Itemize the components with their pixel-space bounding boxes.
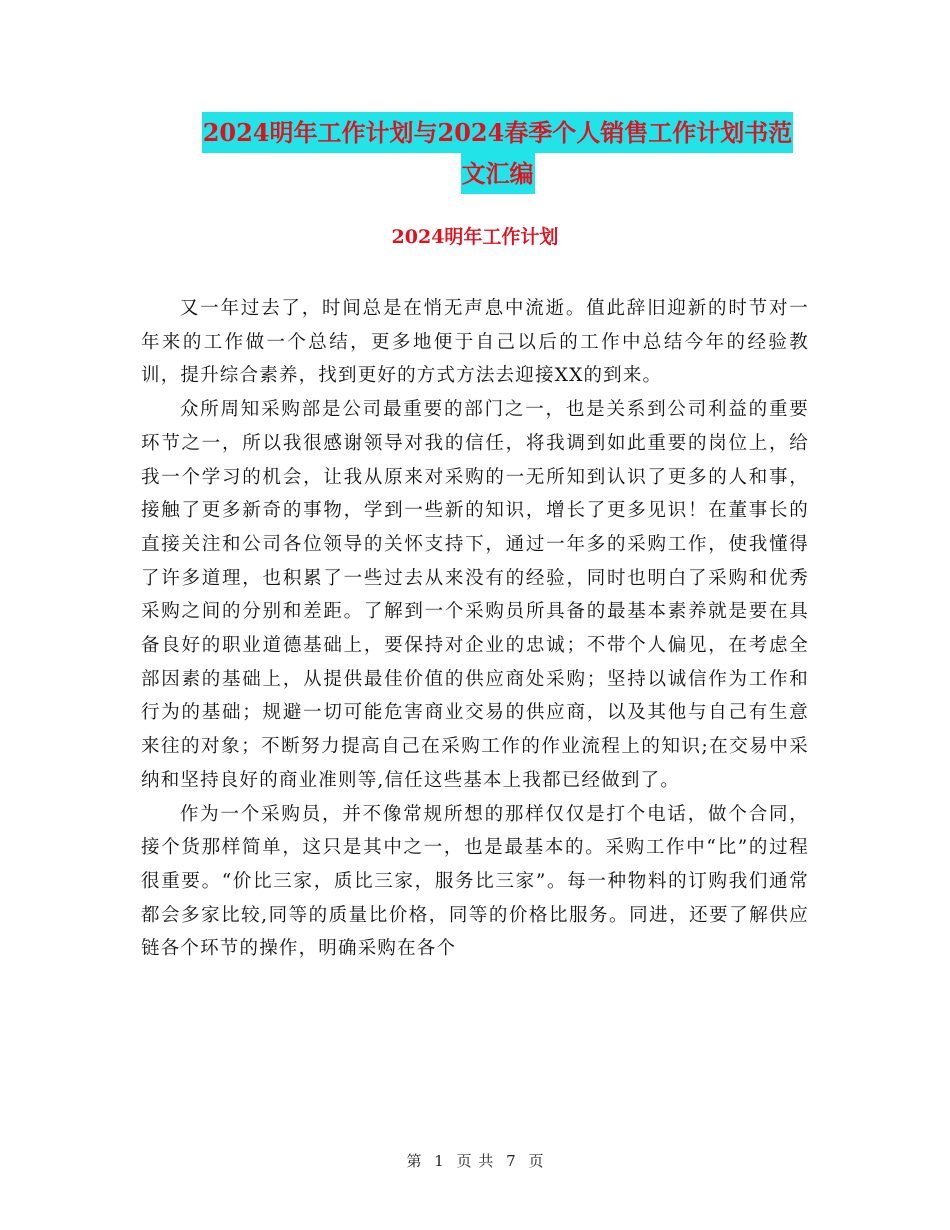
page-footer (0, 1150, 950, 1172)
footer-suffix: 页 (528, 1152, 544, 1170)
footer-mid: 页 共 (456, 1152, 494, 1170)
title-line-2: 文汇编 (461, 153, 535, 194)
page-number: 1 (434, 1152, 444, 1170)
footer-prefix: 第 (406, 1152, 422, 1170)
paragraph: 又一年过去了，时间总是在悄无声息中流逝。值此辞旧迎新的时节对一年来的工作做一个总结，更多地便于自己以后的工作中总结今年的经验教训，提升综合素养，找到更好的方式方法去迎接XX的到来。 (141, 298, 809, 387)
document-title (185, 112, 810, 194)
paragraph: 作为一个采购员，并不像常规所想的那样仅仅是打个电话，做个合同，接个货那样简单，这只是其中之一，也是最基本的。采购工作中“比”的过程很重要。“价比三家，质比三家，服务比三家”。每一种物料的订购我们通常都会多家比较,同等的质量比价格，同等的价格比服务。同进，还要了解供应链各个环节的操作，明确采购在各个 (141, 803, 809, 960)
section-heading: 2024明年工作计划 (391, 226, 559, 248)
title-line-1: 2024明年工作计划与2024春季个人销售工作计划书范 (202, 112, 794, 153)
document-body (141, 292, 809, 966)
page-total: 7 (506, 1152, 516, 1170)
paragraph: 众所周知采购部是公司最重要的部门之一，也是关系到公司利益的重要环节之一，所以我很感谢领导对我的信任，将我调到如此重要的岗位上，给我一个学习的机会，让我从原来对采购的一无所知到认识了更多的人和事，接触了更多新奇的事物，学到一些新的知识，增长了更多见识！在董事长的直接关注和公司各位领导的关怀支持下，通过一年多的采购工作，使我懂得了许多道理，也积累了一些过去从来没有的经验，同时也明白了采购和优秀采购之间的分别和差距。了解到一个采购员所具备的最基本素养就是要在具备良好的职业道德基础上，要保持对企业的忠诚；不带个人偏见，在考虑全部因素的基础上，从提供最佳价值的供应商处采购；坚持以诚信作为工作和行为的基础；规避一切可能危害商业交易的供应商，以及其他与自己有生意来往的对象；不断努力提高自己在采购工作的作业流程上的知识;在交易中采纳和坚持良好的商业准则等,信任这些基本上我都已经做到了。 (141, 399, 809, 791)
